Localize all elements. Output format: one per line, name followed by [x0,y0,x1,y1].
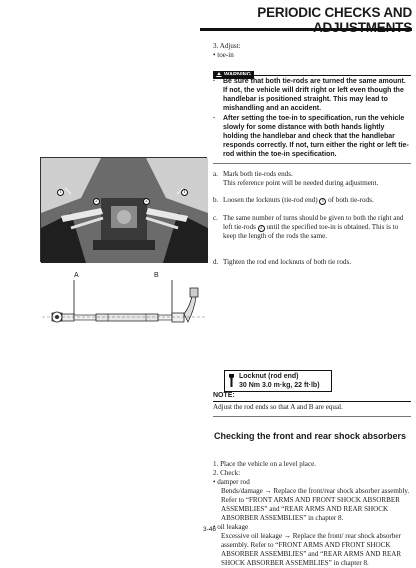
step-b-text-pre: Loosen the locknuts (tie-rod end) [223,196,318,204]
page-header-title: PERIODIC CHECKS AND [257,5,412,20]
check-step-2: 2. Check: [213,469,241,477]
warning-text-2: After setting the toe-in to specification, run the vehicle slowly for some distance with both hands lightly holding the handlebar and check that the handlebar responds correctly. If not, turn either the right or left tie-rod within the toe-in specification. [223,115,409,158]
adjust-step: 3. Adjust: [213,42,241,50]
callout-1-left: 1 [57,189,64,196]
dimension-label-b: B [154,272,159,279]
step-d-label: d. [213,258,219,266]
damper-rod-action: Bends/damage → Replace the front/rear shock absorber assembly. [221,487,410,495]
step-a-text-2: This reference point will be needed during adjustment. [223,179,379,187]
section-title: Checking the front and rear shock absorbers [214,431,407,441]
check-list [213,460,411,568]
warning-bullet: · [213,78,216,85]
toe-in-photo-figure [40,157,207,262]
section-divider [213,416,411,417]
step-c-label: c. [213,214,218,222]
warning-bullet: · [213,115,216,122]
warning-text-1: Be sure that both tie-rods are turned the same amount. If not, the vehicle will drift right or left even though the handlebar is positioned straight. This may lead to mishandling and an accident. [223,78,406,112]
dimension-label-a: A [74,272,79,279]
section-divider [213,163,411,164]
step-c [213,214,411,241]
step-a-label: a. [213,170,218,178]
torque-name: Locknut (rod end) [239,373,299,380]
callout-1-right: 1 [181,189,188,196]
torque-value: 30 Nm 3.0 m·kg, 22 ft·lb) [239,382,320,389]
step-b [213,196,411,205]
step-d-text: Tighten the rod end locknuts of both tie rods. [223,258,352,266]
callout-2-left: 2 [93,198,100,205]
note-text: Adjust the rod ends so that A and B are equal. [213,403,343,411]
wrench-icon [227,374,236,388]
adjust-item: • toe-in [213,51,234,59]
damper-rod-reference: Refer to “FRONT ARMS AND FRONT SHOCK ABSORBER ASSEMBLIES” and “REAR ARMS AND REAR SHOCK ABSORBER ASSEMBLIES” in chapter 8. [221,496,400,522]
check-item-damper-rod: • damper rod [213,478,250,486]
step-a [213,170,411,188]
note-rule [213,401,411,402]
callout-2-right: 2 [143,198,150,205]
vehicle-front-photo [41,158,208,263]
warning-item-2 [213,114,411,159]
torque-spec-box [224,370,332,392]
step-d [213,258,411,267]
step-b-text-post: of both tie-rods. [328,196,374,204]
check-step-1: 1. Place the vehicle on a level place. [213,460,317,468]
tie-rod-drawing [40,270,207,340]
step-c-callout: 2 [258,225,265,232]
check-item-oil-leakage: • oil leakage [213,523,249,531]
header-rule [200,28,412,31]
tie-rod-diagram [40,270,207,340]
note-label: NOTE: [213,392,235,399]
warning-rule [213,75,411,76]
step-b-label: b. [213,196,219,204]
warning-item-1 [213,77,411,113]
page-number: 3-46 [203,526,217,533]
step-a-text-1: Mark both tie-rods ends. [223,170,293,178]
step-b-callout: 1 [319,198,326,205]
step-c-text-pre: The same number of turns should be given to both the right and left tie-rods [223,214,404,231]
oil-leakage-action: Excessive oil leakage → Replace the front/ rear shock absorber assembly. Refer to “FRONT ARMS AND FRONT SHOCK ABSORBER ASSEMBLIES” and “REAR ARMS AND REAR SHOCK ABSORBER ASSEMBLIES” in chapter 8. [221,532,402,567]
step-c-text-post: until the specified toe-in is obtained. This is to keep the length of the rods the same. [223,223,399,240]
